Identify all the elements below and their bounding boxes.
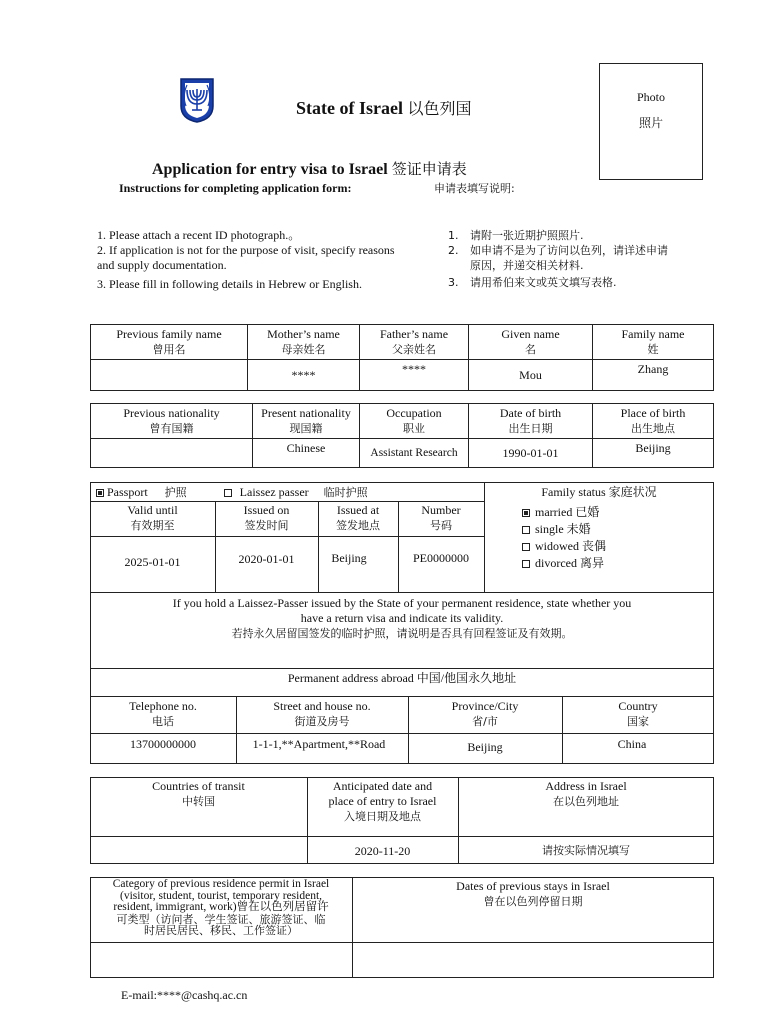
names-header-1: Mother’s name 母亲姓名: [248, 325, 360, 360]
residence-line-1: Category of previous residence permit in Israel: [112, 878, 330, 890]
given-name-value[interactable]: Mou: [469, 360, 593, 391]
family-status-widowed[interactable]: widowed 丧偶: [522, 538, 606, 555]
instructions-en: [97, 228, 427, 292]
laissez-note-line3: 若持永久居留国签发的临时护照，请说明是否具有回程签证及有效期。: [231, 627, 573, 640]
instruction-cn-3: 请用希伯来文或英文填写表格.: [470, 276, 617, 289]
passport-label: Passport: [107, 485, 148, 499]
form-title-cn: 签证申请表: [391, 160, 467, 178]
instruction-en-3: 3. Please fill in following details in Hebrew or English.: [97, 277, 362, 291]
state-title-cn: 以色列国: [407, 99, 472, 118]
instruction-cn-num-2: 2.: [448, 244, 459, 257]
previous-stays-value[interactable]: [353, 943, 713, 977]
residence-line-5: 时居民居民、移民、工作签证）: [144, 924, 298, 937]
passport-label-cn: 护照: [164, 486, 187, 499]
province-value[interactable]: Beijing: [467, 740, 503, 754]
address-header-country: Country 国家: [618, 699, 658, 728]
address-header-street: Street and house no. 街道及房号: [273, 699, 371, 728]
previous-nationality-value[interactable]: [91, 439, 253, 468]
israel-address-value[interactable]: 请按实际情况填写: [542, 844, 630, 857]
instruction-en-1: 1. Please attach a recent ID photograph.。: [97, 228, 301, 242]
doc-header-issued-on: Issued on 签发时间: [243, 503, 290, 532]
instruction-en-2: 2. If application is not for the purpose of visit, specify reasons: [97, 243, 395, 257]
address-title: Permanent address abroad 中国/他国永久地址: [287, 671, 517, 685]
form-title: [152, 159, 467, 180]
occupation-value[interactable]: Assistant Research: [360, 439, 469, 468]
instruction-cn-num-3: 3.: [448, 276, 459, 289]
document-type-row: [96, 485, 368, 500]
previous-stays-header: Dates of previous stays in Israel 曾在以色列停留日期: [456, 879, 610, 908]
personal-header-2: Occupation 职业: [360, 404, 469, 439]
issued-on-value[interactable]: 2020-01-01: [238, 552, 295, 566]
family-status-divorced[interactable]: divorced 离异: [522, 555, 606, 572]
personal-header-3: Date of birth 出生日期: [469, 404, 593, 439]
state-title-en: State of Israel: [296, 98, 403, 118]
names-header-2: Father’s name 父亲姓名: [360, 325, 469, 360]
family-status-title: Family status 家庭状况: [541, 485, 657, 499]
issued-at-value[interactable]: Beijing: [331, 551, 367, 565]
passport-checkbox[interactable]: [96, 489, 104, 497]
address-header-province: Province/City 省/市: [451, 699, 519, 728]
laissez-note: [90, 596, 714, 641]
date-of-birth-value[interactable]: 1990-01-01: [469, 439, 593, 468]
father-name-value[interactable]: ****: [360, 360, 469, 391]
transit-header-address: Address in Israel 在以色列地址: [545, 779, 627, 808]
street-value[interactable]: 1-1-1,**Apartment,**Road: [252, 737, 386, 751]
instructions-heading-en: Instructions for completing application form:: [119, 181, 352, 195]
names-header-4: Family name 姓: [593, 325, 714, 360]
instruction-cn-2b: 原因，并递交相关材料.: [470, 259, 584, 272]
personal-header-1: Present nationality 现国籍: [253, 404, 360, 439]
valid-until-value[interactable]: 2025-01-01: [124, 555, 181, 569]
entry-date-value[interactable]: 2020-11-20: [354, 844, 411, 858]
israel-emblem-icon: [178, 76, 216, 124]
laissez-note-line2: have a return visa and indicate its validity.: [300, 611, 504, 625]
transit-header-entry: Anticipated date and place of entry to Israel 入境日期及地点: [328, 779, 437, 823]
residence-category-value[interactable]: [91, 943, 352, 977]
names-header-0: Previous family name 曾用名: [91, 325, 248, 360]
instructions-heading-cn: 申请表填写说明:: [434, 182, 515, 195]
laissez-note-line1: If you hold a Laissez-Passer issued by the State of your permanent residence, state whether you: [172, 596, 632, 610]
instruction-cn-1: 请附一张近期护照照片.: [470, 229, 584, 242]
place-of-birth-value[interactable]: Beijing: [593, 439, 714, 468]
laissez-checkbox[interactable]: [224, 489, 232, 497]
family-status-single[interactable]: single 未婚: [522, 521, 606, 538]
doc-header-issued-at: Issued at 签发地点: [336, 503, 380, 532]
instruction-cn-2: 如申请不是为了访问以色列，请详述申请: [470, 244, 668, 257]
present-nationality-value[interactable]: Chinese: [253, 439, 360, 468]
laissez-label: Laissez passer: [239, 485, 309, 499]
doc-header-valid-until: Valid until 有效期至: [127, 503, 178, 532]
family-name-value[interactable]: Zhang: [593, 360, 714, 391]
personal-table: [90, 403, 714, 468]
mother-name-value[interactable]: ****: [248, 360, 360, 391]
personal-header-4: Place of birth 出生地点: [593, 404, 714, 439]
state-title: [296, 97, 472, 120]
residence-category-header: [94, 879, 348, 937]
photo-label-cn: 照片: [638, 116, 663, 130]
laissez-label-cn: 临时护照: [323, 486, 368, 499]
country-value[interactable]: China: [617, 737, 647, 751]
form-title-en: Application for entry visa to Israel: [152, 161, 388, 178]
residence-line-4: 可类型（访问者、学生签证、旅游签证、临: [116, 912, 326, 926]
email-text: E-mail:****@cashq.ac.cn: [121, 988, 248, 1002]
doc-header-number: Number 号码: [421, 503, 461, 532]
transit-header-countries: Countries of transit 中转国: [152, 779, 245, 808]
family-status-married[interactable]: married 已婚: [522, 504, 606, 521]
names-table: [90, 324, 714, 391]
photo-box: [599, 63, 703, 180]
family-status-options: [522, 504, 606, 572]
instruction-cn-num-1: 1.: [448, 229, 459, 242]
personal-header-0: Previous nationality 曾有国籍: [91, 404, 253, 439]
instructions-cn: [448, 228, 718, 290]
previous-family-name-value[interactable]: [91, 360, 248, 391]
number-value[interactable]: PE0000000: [412, 551, 469, 565]
names-header-3: Given name 名: [469, 325, 593, 360]
instruction-en-2b: and supply documentation.: [97, 258, 227, 272]
photo-label-en: Photo: [636, 90, 665, 104]
address-header-telephone: Telephone no. 电话: [129, 699, 197, 728]
residence-line-3: resident, immigrant, work)曾在以色列居留许: [113, 901, 329, 913]
telephone-value[interactable]: 13700000000: [130, 737, 196, 751]
residence-line-2: (visitor, student, tourist, temporary resident,: [119, 889, 323, 902]
